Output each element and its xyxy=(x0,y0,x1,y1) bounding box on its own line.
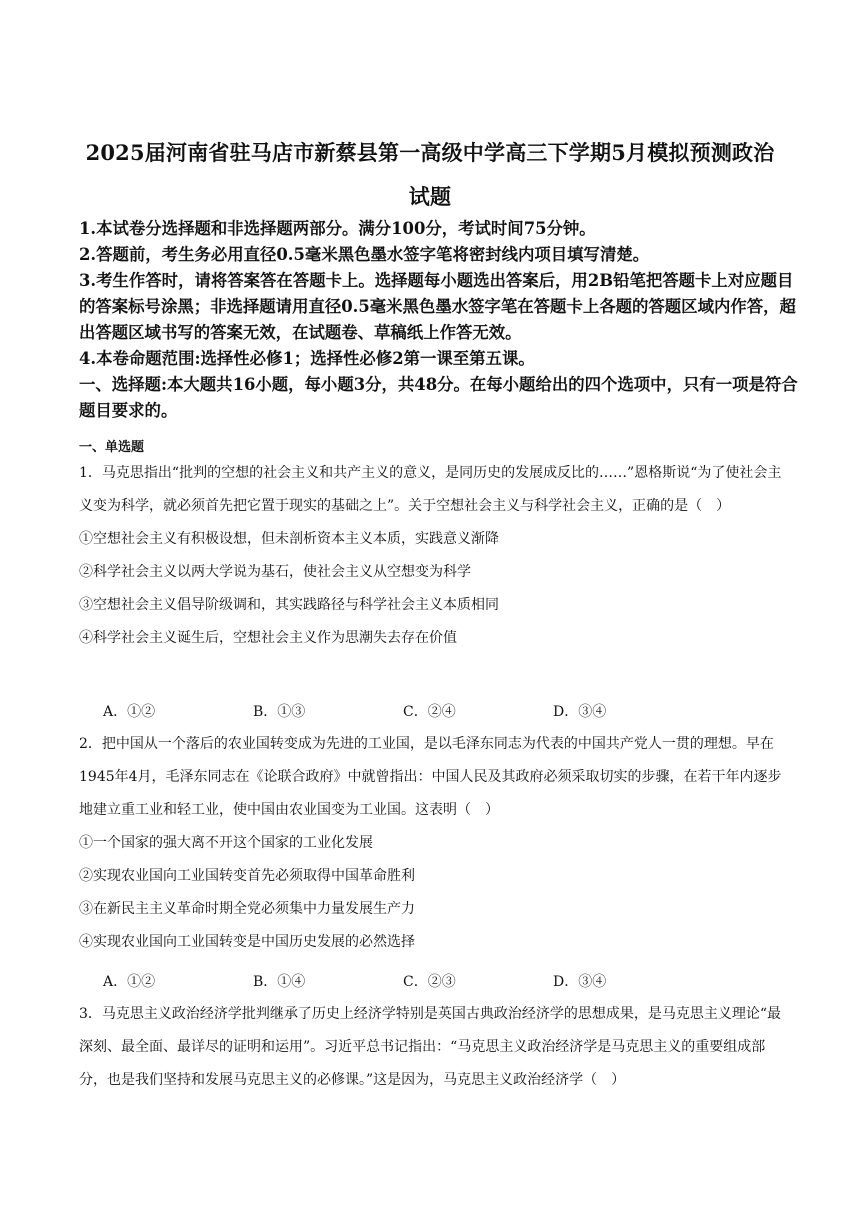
exam-instructions xyxy=(79,216,799,424)
question-statement: ②实现农业国向工业国转变首先必须取得中国革命胜利 xyxy=(79,868,415,884)
option-d: D．③④ xyxy=(553,704,607,720)
instruction-item: 1.本试卷分选择题和非选择题两部分。满分100分，考试时间75分钟。 xyxy=(79,219,596,238)
question-statement: ④科学社会主义诞生后，空想社会主义作为思潮失去存在价值 xyxy=(79,630,457,646)
instruction-item: 2.答题前，考生务必用直径0.5毫米黑色墨水签字笔将密封线内项目填写清楚。 xyxy=(79,245,650,264)
question-3 xyxy=(79,998,785,1097)
question-statement: ③在新民主主义革命时期全党必须集中力量发展生产力 xyxy=(79,901,415,917)
option-c: C．②③ xyxy=(403,974,456,990)
question-1 xyxy=(79,457,785,655)
question-statement: ①一个国家的强大离不开这个国家的工业化发展 xyxy=(79,835,373,851)
question-statement: ①空想社会主义有积极设想，但未剖析资本主义本质，实践意义渐降 xyxy=(79,531,499,547)
option-b: B．①③ xyxy=(253,704,306,720)
document-title-line2: 试题 xyxy=(408,184,452,209)
option-a: A．①② xyxy=(103,974,156,990)
question-statement: ③空想社会主义倡导阶级调和，其实践路径与科学社会主义本质相同 xyxy=(79,597,499,613)
document-title-line1: 2025届河南省驻马店市新蔡县第一高级中学高三下学期5月模拟预测政治 xyxy=(85,140,775,165)
instruction-item: 4.本卷命题范围:选择性必修1；选择性必修2第一课至第五课。 xyxy=(79,349,535,368)
section-label: 一、单选题 xyxy=(79,440,145,455)
question-statement: ④实现农业国向工业国转变是中国历史发展的必然选择 xyxy=(79,934,415,950)
question-2 xyxy=(79,728,785,959)
question-stem: 1．马克思指出“批判的空想的社会主义和共产主义的意义，是同历史的发展成反比的……”恩格斯说“为了使社会主义变为科学，就必须首先把它置于现实的基础之上”。关于空想社会主义与科学社会主义，正确的是（ ） xyxy=(79,465,782,514)
question-1-options xyxy=(103,701,703,721)
question-stem: 3．马克思主义政治经济学批判继承了历史上经济学特别是英国古典政治经济学的思想成果，是马克思主义理论“最深刻、最全面、最详尽的证明和运用”。习近平总书记指出：“马克思主义政治经济学是马克思主义的重要组成部分，也是我们坚持和发展马克思主义的必修课。”这是因为，马克思主义政治经济学（ ） xyxy=(79,1006,782,1088)
question-statement: ②科学社会主义以两大学说为基石，使社会主义从空想变为科学 xyxy=(79,564,471,580)
option-a: A．①② xyxy=(103,704,156,720)
instruction-item: 3.考生作答时，请将答案答在答题卡上。选择题每小题选出答案后，用2B铅笔把答题卡上对应题目的答案标号涂黑；非选择题请用直径0.5毫米黑色墨水签字笔在答题卡上各题的答题区域内作答，超出答题区域书写的答案无效，在试题卷、草稿纸上作答无效。 xyxy=(79,271,796,342)
option-c: C．②④ xyxy=(403,704,456,720)
option-b: B．①④ xyxy=(253,974,306,990)
instruction-item: 一、选择题:本大题共16小题，每小题3分，共48分。在每小题给出的四个选项中，只有一项是符合题目要求的。 xyxy=(79,375,798,420)
question-stem: 2．把中国从一个落后的农业国转变成为先进的工业国，是以毛泽东同志为代表的中国共产党人一贯的理想。早在1945年4月，毛泽东同志在《论联合政府》中就曾指出：中国人民及其政府必须采取切实的步骤，在若干年内逐步地建立重工业和轻工业，使中国由农业国变为工业国。这表明（ ） xyxy=(79,736,782,818)
question-2-options xyxy=(103,971,703,991)
option-d: D．③④ xyxy=(553,974,607,990)
